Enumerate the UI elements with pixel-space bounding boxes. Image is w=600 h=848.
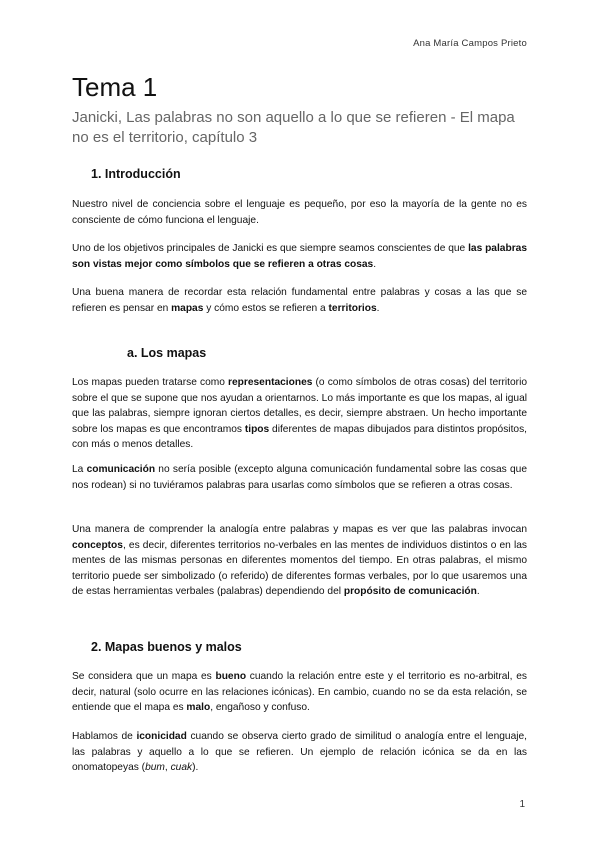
intro-paragraph-2: Uno de los objetivos principales de Janicki es que siempre seamos conscientes de que las palabras son vistas mejor como símbolos que se refieren a otras cosas. (72, 243, 527, 270)
header-author: Ana María Campos Prieto (413, 38, 527, 49)
bold-term: conceptos (72, 539, 123, 551)
heading-mapas-buenos-y-malos: 2. Mapas buenos y malos (91, 640, 242, 654)
bold-term: las palabras son vistas mejor como símbolos que se refieren a otras cosas (72, 243, 527, 270)
bold-term: tipos (244, 423, 270, 435)
intro-paragraph-3: Una buena manera de recordar esta relación fundamental entre palabras y cosas a las que se refieren es pensar en mapas y cómo estos se refieren a territorios. (72, 287, 527, 314)
bold-term: representaciones (228, 377, 313, 388)
buenos-paragraph-2: Hablamos de iconicidad cuando se observa cierto grado de similitud o analogía entre el lenguaje, las palabras y aquello a lo que se refieren. Un ejemplo de relación icónica se da en las onomatopeyas (bum, cuak). (72, 731, 527, 773)
mapas-paragraph-2: La comunicación no sería posible (excepto alguna comunicación fundamental sobre las cosas que nos rodean) si no tuviéramos palabras para usarlas como símbolos que se refieren a otras cosas. (72, 464, 527, 491)
bold-term: mapas (171, 302, 204, 314)
page-title: Tema 1 (72, 72, 158, 102)
heading-los-mapas: a. Los mapas (127, 346, 207, 360)
italic-example: bum (145, 762, 165, 773)
buenos-paragraph-1: Se considera que un mapa es bueno cuando la relación entre este y el territorio es no-arbitral, es decir, natural (solo ocurre en las relaciones icónicas). En cambio, cuando no se da esta relación, se entiende que el mapa es malo, engañoso y confuso. (72, 671, 527, 713)
page-number: 1 (519, 799, 525, 810)
bold-term: territorios (328, 302, 377, 314)
italic-example: cuak (170, 762, 193, 773)
intro-paragraph-1: Nuestro nivel de conciencia sobre el lenguaje es pequeño, por eso la mayoría de la gente no es consciente de cómo funciona el lenguaje. (72, 199, 527, 226)
mapas-paragraph-1: Los mapas pueden tratarse como representaciones (o como símbolos de otras cosas) del territorio sobre el que se supone que nos ayudan a orientarnos. Lo más importante es que los mapas, al igual que las palabras, siempre ignoran ciertos detalles, es decir, siempre abstraen. Un hecho importante sobre los mapas es que encontramos tipos diferentes de mapas dibujados para distintos propósitos, con más o menos detalles. (72, 377, 527, 450)
heading-introduccion: 1. Introducción (91, 167, 181, 181)
bold-term: iconicidad (136, 731, 187, 742)
bold-term: malo (186, 702, 211, 713)
bold-term: propósito de comunicación (343, 586, 477, 597)
mapas-paragraph-3: Una manera de comprender la analogía entre palabras y mapas es ver que las palabras invocan conceptos, es decir, diferentes territorios no-verbales en las mentes de individuos distintos o en las mentes de las mismas personas en diferentes momentos del tiempo. En otras palabras, el mismo territorio puede ser simbolizado (o referido) de diferentes formas verbales, por lo que usaremos una de estas herramientas verbales (palabras) dependiendo del propósito de comunicación. (72, 524, 527, 597)
bold-term: comunicación (86, 464, 156, 475)
bold-term: bueno (215, 671, 247, 682)
page-subtitle: Janicki, Las palabras no son aquello a lo que se refieren - El mapa no es el territorio, capítulo 3 (72, 109, 515, 146)
